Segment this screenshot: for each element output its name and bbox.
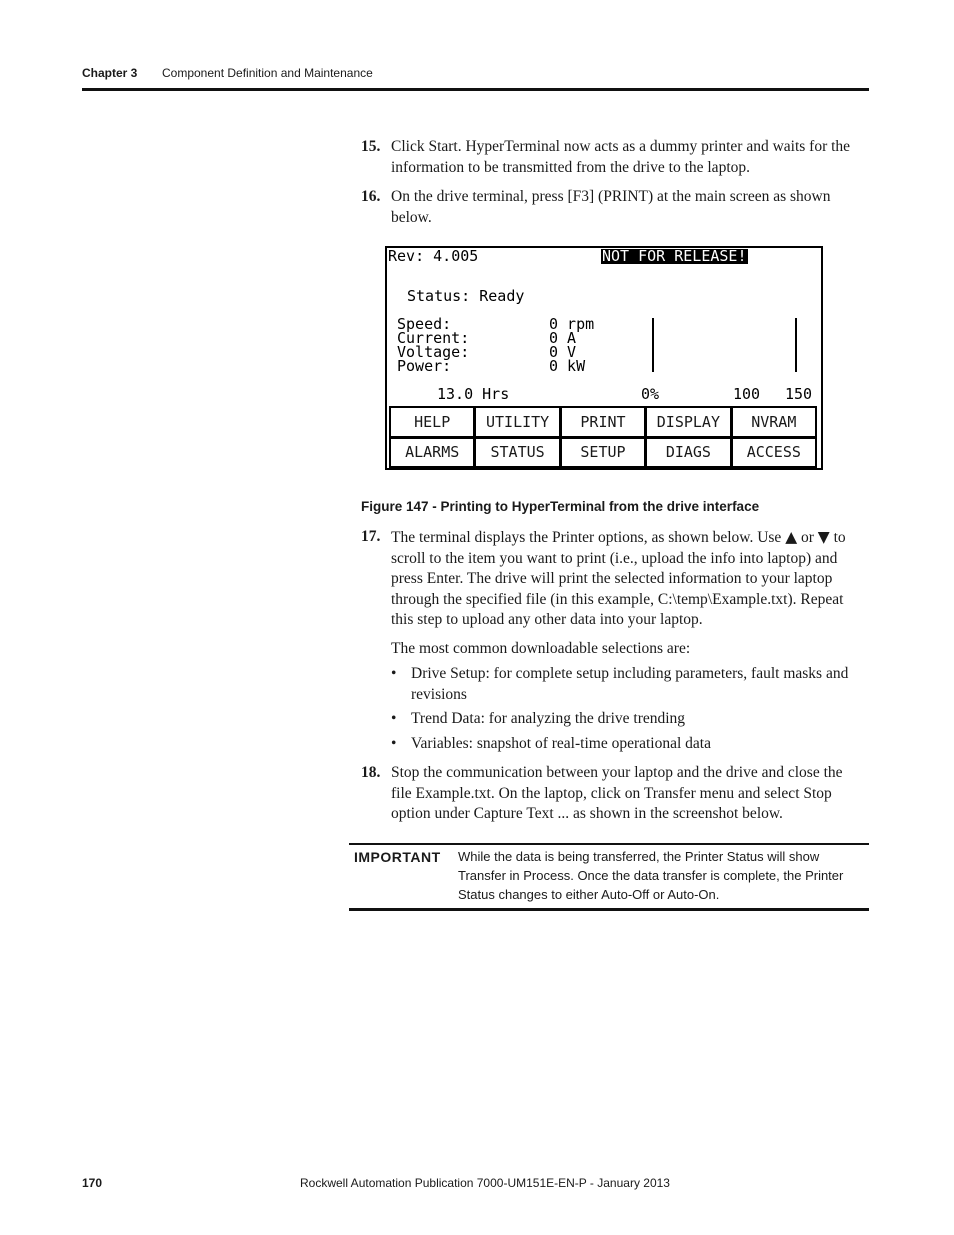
voltage-label: Voltage:: [397, 343, 470, 361]
scale-100-label: 100: [733, 385, 761, 403]
bullet-icon: •: [391, 710, 397, 727]
diags-key[interactable]: DIAGS: [647, 439, 729, 467]
nvram-key[interactable]: NVRAM: [733, 408, 815, 436]
bullet-item: [391, 664, 867, 705]
alarms-key[interactable]: ALARMS: [391, 439, 473, 467]
function-key-grid: [389, 406, 817, 468]
drive-terminal-screen: [385, 246, 823, 470]
step-17: [361, 527, 867, 631]
access-key[interactable]: ACCESS: [733, 439, 815, 467]
step-number: 17.: [361, 528, 381, 545]
scale-150-label: 150: [785, 385, 813, 403]
step-number: 18.: [361, 764, 381, 781]
help-key[interactable]: HELP: [391, 408, 473, 436]
bullet-icon: •: [391, 735, 397, 752]
step-text: Click Start. HyperTerminal now acts as a dummy printer and waits for the information to be transmitted from the drive to the laptop.: [391, 138, 851, 176]
figure-caption: Figure 147 - Printing to HyperTerminal from the drive interface: [361, 499, 760, 514]
bar-graph-left-bound: [652, 318, 654, 372]
bullet-item: [391, 734, 867, 755]
print-key[interactable]: PRINT: [562, 408, 644, 436]
current-value: 0 A: [549, 329, 577, 347]
revision-text: Rev: 4.005: [388, 247, 479, 265]
header-rule: [82, 88, 869, 91]
chapter-label: Chapter 3: [82, 66, 138, 80]
bullet-text: Trend Data: for analyzing the drive trending: [411, 710, 686, 727]
step-16: [361, 187, 867, 228]
down-arrow-icon: ▼: [817, 528, 830, 546]
important-top-rule: [349, 843, 869, 845]
bar-graph-right-bound: [795, 318, 797, 372]
voltage-value: 0 V: [549, 343, 577, 361]
step-number: 15.: [361, 138, 381, 155]
important-text: While the data is being transferred, the Printer Status will show Transfer in Process. Once the data transfer is complete, the Printer Status changes to either Auto-Off or Auto-On.: [458, 849, 844, 902]
bullet-item: [391, 709, 867, 730]
setup-key[interactable]: SETUP: [562, 439, 644, 467]
important-label: IMPORTANT: [354, 849, 441, 865]
current-label: Current:: [397, 329, 470, 347]
bullet-icon: •: [391, 665, 397, 682]
step-text: [391, 527, 867, 631]
up-arrow-icon: ▲: [785, 528, 798, 546]
status-text: Status: Ready: [407, 287, 525, 305]
release-banner: NOT FOR RELEASE!: [602, 247, 747, 265]
step-15: [361, 137, 867, 178]
selections-intro: The most common downloadable selections are:: [391, 640, 691, 657]
step-text-part: to scroll to the item you want to print (i.e., upload the info into laptop) and press Enter. The drive will print the selected information to your laptop through the specified file (in this example, C:\temp\Example.txt). Repeat this step to upload any other data into your laptop.: [391, 529, 846, 628]
step-number: 16.: [361, 188, 381, 205]
step-text-part: or: [797, 529, 818, 546]
page-header: [82, 66, 869, 88]
page-number: 170: [82, 1176, 103, 1190]
utility-key[interactable]: UTILITY: [476, 408, 558, 436]
power-label: Power:: [397, 357, 452, 375]
display-key[interactable]: DISPLAY: [647, 408, 729, 436]
step-text-part: The terminal displays the Printer options, as shown below. Use: [391, 529, 786, 546]
step-18: [361, 763, 867, 825]
bullet-text: Drive Setup: for complete setup including parameters, fault masks and revisions: [411, 665, 849, 703]
publication-info: Rockwell Automation Publication 7000-UM151E-EN-P - January 2013: [300, 1176, 670, 1190]
step-text: On the drive terminal, press [F3] (PRINT) at the main screen as shown below.: [391, 188, 831, 226]
scale-zero-label: 0%: [641, 385, 660, 403]
speed-value: 0 rpm: [549, 315, 595, 333]
important-bottom-rule: [349, 908, 869, 911]
bullet-text: Variables: snapshot of real-time operational data: [411, 735, 711, 752]
step-text: Stop the communication between your laptop and the drive and close the file Example.txt. On the laptop, click on Transfer menu and select Stop option under Capture Text ... as shown in the screenshot below.: [391, 764, 843, 822]
chapter-title: Component Definition and Maintenance: [162, 66, 373, 80]
power-value: 0 kW: [549, 357, 586, 375]
status-key[interactable]: STATUS: [476, 439, 558, 467]
speed-label: Speed:: [397, 315, 452, 333]
hours-text: 13.0 Hrs: [437, 385, 510, 403]
